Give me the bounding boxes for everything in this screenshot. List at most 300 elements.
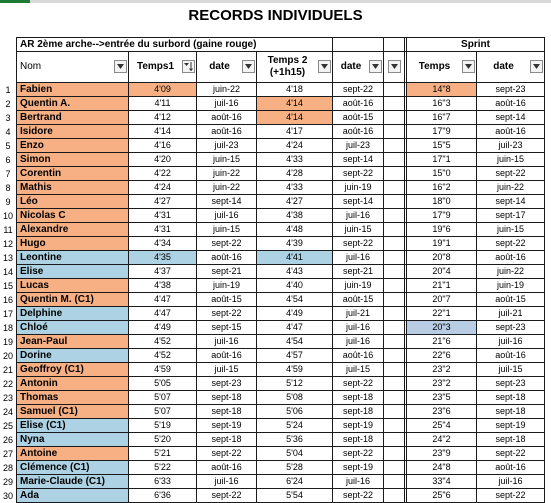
sprint-time-cell[interactable]: 22"1 bbox=[407, 307, 477, 321]
table-row bbox=[17, 195, 545, 209]
date1-cell[interactable]: août-15 bbox=[197, 293, 257, 307]
date2-cell[interactable]: juin-19 bbox=[333, 181, 384, 195]
temps2-cell[interactable]: 4'14 bbox=[257, 97, 333, 111]
header-date3[interactable] bbox=[477, 52, 545, 83]
name-cell[interactable]: Thomas bbox=[17, 391, 129, 405]
empty-cell[interactable] bbox=[384, 321, 405, 335]
filter-dropdown-icon[interactable] bbox=[369, 60, 382, 73]
name-cell[interactable]: Elise bbox=[17, 265, 129, 279]
temps1-cell[interactable]: 4'14 bbox=[129, 125, 197, 139]
sprint-date-cell[interactable]: août-16 bbox=[477, 97, 545, 111]
sprint-date-cell[interactable]: août-15 bbox=[477, 293, 545, 307]
temps2-cell[interactable]: 4'33 bbox=[257, 181, 333, 195]
date1-cell[interactable]: juin-15 bbox=[197, 223, 257, 237]
date2-cell[interactable]: sept-14 bbox=[333, 195, 384, 209]
sprint-date-cell[interactable]: juil-23 bbox=[477, 139, 545, 153]
temps1-cell[interactable]: 4'11 bbox=[129, 97, 197, 111]
header-temps[interactable] bbox=[407, 52, 477, 83]
row-number: 13 bbox=[2, 252, 13, 263]
row-number: 12 bbox=[2, 238, 13, 249]
name-cell[interactable]: Antonin bbox=[17, 377, 129, 391]
sprint-date-cell[interactable]: sept-18 bbox=[477, 405, 545, 419]
temps2-cell[interactable]: 4'47 bbox=[257, 321, 333, 335]
sprint-time-cell[interactable]: 19"6 bbox=[407, 223, 477, 237]
temps2-cell[interactable]: 5'54 bbox=[257, 489, 333, 503]
section-ar-empty[interactable] bbox=[333, 38, 384, 52]
date1-cell[interactable]: juin-22 bbox=[197, 181, 257, 195]
sprint-time-cell[interactable]: 22"6 bbox=[407, 349, 477, 363]
name-cell[interactable]: Clémence (C1) bbox=[17, 461, 129, 475]
sprint-date-cell[interactable]: juil-21 bbox=[477, 307, 545, 321]
name-cell[interactable]: Quentin M. (C1) bbox=[17, 293, 129, 307]
empty-cell[interactable] bbox=[384, 139, 405, 153]
date1-cell[interactable]: sept-22 bbox=[197, 307, 257, 321]
name-cell[interactable]: Enzo bbox=[17, 139, 129, 153]
date1-cell[interactable]: juin-22 bbox=[197, 83, 257, 97]
date2-cell[interactable]: juil-16 bbox=[333, 209, 384, 223]
row-number: 17 bbox=[2, 308, 13, 319]
table-row bbox=[17, 265, 545, 279]
sprint-time-cell[interactable]: 18"0 bbox=[407, 195, 477, 209]
row-number: 24 bbox=[2, 406, 13, 417]
sprint-time-cell[interactable]: 14"8 bbox=[407, 83, 477, 97]
date1-cell[interactable]: juil-15 bbox=[197, 363, 257, 377]
sprint-date-cell[interactable]: juin-22 bbox=[477, 265, 545, 279]
row-number: 29 bbox=[2, 476, 13, 487]
name-cell[interactable]: Dorine bbox=[17, 349, 129, 363]
date2-cell[interactable]: sept-18 bbox=[333, 405, 384, 419]
temps2-cell[interactable]: 4'27 bbox=[257, 195, 333, 209]
temps1-cell[interactable]: 4'35 bbox=[129, 251, 197, 265]
date2-cell[interactable]: août-16 bbox=[333, 97, 384, 111]
sprint-date-cell[interactable]: sept-18 bbox=[477, 433, 545, 447]
sprint-date-cell[interactable]: sept-14 bbox=[477, 195, 545, 209]
sprint-date-cell[interactable]: août-16 bbox=[477, 461, 545, 475]
table-row bbox=[17, 97, 545, 111]
name-cell[interactable]: Quentin A. bbox=[17, 97, 129, 111]
date1-cell[interactable]: août-16 bbox=[197, 111, 257, 125]
temps1-cell[interactable]: 6'36 bbox=[129, 489, 197, 503]
table-row bbox=[17, 419, 545, 433]
table-row bbox=[17, 223, 545, 237]
sprint-date-cell[interactable]: sept-22 bbox=[477, 447, 545, 461]
sprint-time-cell[interactable]: 17"9 bbox=[407, 125, 477, 139]
header-nom-label: Nom bbox=[20, 61, 42, 72]
sprint-date-cell[interactable]: juin-15 bbox=[477, 153, 545, 167]
sprint-time-cell[interactable]: 17"9 bbox=[407, 209, 477, 223]
empty-cell[interactable] bbox=[384, 293, 405, 307]
sprint-date-cell[interactable]: sept-22 bbox=[477, 237, 545, 251]
date2-cell[interactable]: juil-15 bbox=[333, 363, 384, 377]
temps2-cell[interactable]: 4'38 bbox=[257, 209, 333, 223]
sprint-time-cell[interactable]: 16"2 bbox=[407, 181, 477, 195]
sprint-time-cell[interactable]: 23"9 bbox=[407, 447, 477, 461]
empty-cell[interactable] bbox=[384, 391, 405, 405]
temps1-cell[interactable]: 4'34 bbox=[129, 237, 197, 251]
date2-cell[interactable]: juil-16 bbox=[333, 475, 384, 489]
empty-cell[interactable] bbox=[384, 405, 405, 419]
sprint-time-cell[interactable]: 24"8 bbox=[407, 461, 477, 475]
date1-cell[interactable]: sept-22 bbox=[197, 447, 257, 461]
date2-cell[interactable]: sept-14 bbox=[333, 153, 384, 167]
table-row bbox=[17, 307, 545, 321]
date1-cell[interactable]: sept-22 bbox=[197, 237, 257, 251]
temps2-cell[interactable]: 6'24 bbox=[257, 475, 333, 489]
temps2-cell[interactable]: 4'43 bbox=[257, 265, 333, 279]
sprint-time-cell[interactable]: 21"1 bbox=[407, 279, 477, 293]
section-gap-cell[interactable] bbox=[384, 38, 405, 52]
sprint-date-cell[interactable]: août-16 bbox=[477, 349, 545, 363]
sprint-time-cell[interactable]: 17"1 bbox=[407, 153, 477, 167]
sprint-date-cell[interactable]: juin-22 bbox=[477, 181, 545, 195]
row-number: 14 bbox=[2, 266, 13, 277]
date2-cell[interactable]: juil-16 bbox=[333, 335, 384, 349]
empty-cell[interactable] bbox=[384, 461, 405, 475]
temps1-cell[interactable]: 5'21 bbox=[129, 447, 197, 461]
sprint-time-cell[interactable]: 16"3 bbox=[407, 97, 477, 111]
temps2-cell[interactable]: 4'41 bbox=[257, 251, 333, 265]
date1-cell[interactable]: juil-16 bbox=[197, 475, 257, 489]
date2-cell[interactable]: sept-22 bbox=[333, 237, 384, 251]
table-row bbox=[17, 293, 545, 307]
date1-cell[interactable]: sept-14 bbox=[197, 195, 257, 209]
sprint-time-cell[interactable]: 23"2 bbox=[407, 377, 477, 391]
temps1-cell[interactable]: 4'31 bbox=[129, 209, 197, 223]
temps1-cell[interactable]: 4'20 bbox=[129, 153, 197, 167]
temps2-cell[interactable]: 4'54 bbox=[257, 293, 333, 307]
filter-dropdown-icon[interactable] bbox=[530, 60, 543, 73]
date1-cell[interactable]: sept-15 bbox=[197, 321, 257, 335]
date2-cell[interactable]: sept-22 bbox=[333, 489, 384, 503]
name-cell[interactable]: Corentin bbox=[17, 167, 129, 181]
date1-cell[interactable]: août-16 bbox=[197, 349, 257, 363]
header-date2[interactable] bbox=[333, 52, 384, 83]
filter-dropdown-icon[interactable] bbox=[242, 60, 255, 73]
temps1-cell[interactable]: 5'07 bbox=[129, 405, 197, 419]
date2-cell[interactable]: sept-22 bbox=[333, 167, 384, 181]
date2-cell[interactable]: sept-22 bbox=[333, 83, 384, 97]
empty-cell[interactable] bbox=[384, 195, 405, 209]
name-cell[interactable]: Marie-Claude (C1) bbox=[17, 475, 129, 489]
temps1-cell[interactable]: 6'33 bbox=[129, 475, 197, 489]
row-number: 16 bbox=[2, 294, 13, 305]
name-cell[interactable]: Mathis bbox=[17, 181, 129, 195]
temps2-cell[interactable]: 5'04 bbox=[257, 447, 333, 461]
empty-cell[interactable] bbox=[384, 419, 405, 433]
header-temps2-label: Temps 2 (+1h15) bbox=[267, 55, 308, 78]
table-row bbox=[17, 139, 545, 153]
name-cell[interactable]: Jean-Paul bbox=[17, 335, 129, 349]
row-number: 25 bbox=[2, 420, 13, 431]
temps1-cell[interactable]: 4'47 bbox=[129, 307, 197, 321]
temps1-cell[interactable]: 5'19 bbox=[129, 419, 197, 433]
header-extra[interactable] bbox=[384, 52, 405, 83]
date2-cell[interactable]: sept-22 bbox=[333, 447, 384, 461]
temps2-cell[interactable]: 5'12 bbox=[257, 377, 333, 391]
date2-cell[interactable]: août-15 bbox=[333, 293, 384, 307]
temps1-cell[interactable]: 5'20 bbox=[129, 433, 197, 447]
date1-cell[interactable]: juil-16 bbox=[197, 209, 257, 223]
sprint-time-cell[interactable]: 20"8 bbox=[407, 251, 477, 265]
temps2-cell[interactable]: 4'39 bbox=[257, 237, 333, 251]
sprint-time-cell[interactable]: 20"7 bbox=[407, 293, 477, 307]
table-row bbox=[17, 391, 545, 405]
records-table bbox=[16, 37, 545, 503]
sprint-date-cell[interactable]: sept-14 bbox=[477, 111, 545, 125]
sprint-date-cell[interactable]: sept-23 bbox=[477, 83, 545, 97]
sprint-date-cell[interactable]: juil-16 bbox=[477, 335, 545, 349]
sprint-time-cell[interactable]: 20"3 bbox=[407, 321, 477, 335]
date1-cell[interactable]: juin-19 bbox=[197, 279, 257, 293]
header-date1[interactable] bbox=[197, 52, 257, 83]
empty-cell[interactable] bbox=[384, 433, 405, 447]
header-date2-label: date bbox=[340, 61, 362, 72]
sprint-date-cell[interactable]: août-16 bbox=[477, 125, 545, 139]
temps1-cell[interactable]: 4'16 bbox=[129, 139, 197, 153]
date1-cell[interactable]: sept-23 bbox=[197, 377, 257, 391]
table-row bbox=[17, 167, 545, 181]
empty-cell[interactable] bbox=[384, 125, 405, 139]
empty-cell[interactable] bbox=[384, 265, 405, 279]
temps1-cell[interactable]: 4'31 bbox=[129, 223, 197, 237]
filter-dropdown-icon[interactable] bbox=[388, 60, 401, 73]
date1-cell[interactable]: juil-16 bbox=[197, 335, 257, 349]
temps1-cell[interactable]: 5'07 bbox=[129, 391, 197, 405]
temps1-cell[interactable]: 5'22 bbox=[129, 461, 197, 475]
section-ar-label[interactable]: AR 2ème arche-->entrée du surbord (gaine rouge) bbox=[17, 38, 333, 52]
empty-cell[interactable] bbox=[384, 153, 405, 167]
temps2-cell[interactable]: 5'36 bbox=[257, 433, 333, 447]
row-number: 11 bbox=[3, 224, 13, 235]
filter-dropdown-icon[interactable] bbox=[462, 60, 475, 73]
table-row bbox=[17, 209, 545, 223]
sprint-date-cell[interactable]: juil-16 bbox=[477, 475, 545, 489]
sprint-time-cell[interactable]: 16"7 bbox=[407, 111, 477, 125]
sprint-date-cell[interactable]: sept-23 bbox=[477, 377, 545, 391]
name-cell[interactable]: Simon bbox=[17, 153, 129, 167]
date1-cell[interactable]: juin-15 bbox=[197, 153, 257, 167]
date1-cell[interactable]: sept-18 bbox=[197, 405, 257, 419]
empty-cell[interactable] bbox=[384, 335, 405, 349]
sprint-date-cell[interactable]: sept-18 bbox=[477, 391, 545, 405]
date1-cell[interactable]: sept-18 bbox=[197, 433, 257, 447]
sprint-time-cell[interactable]: 20"4 bbox=[407, 265, 477, 279]
name-cell[interactable]: Fabien bbox=[17, 83, 129, 97]
name-cell[interactable]: Alexandre bbox=[17, 223, 129, 237]
date2-cell[interactable]: sept-19 bbox=[333, 461, 384, 475]
sprint-time-cell[interactable]: 21"6 bbox=[407, 335, 477, 349]
date2-cell[interactable]: juil-16 bbox=[333, 321, 384, 335]
sprint-time-cell[interactable]: 25"4 bbox=[407, 419, 477, 433]
temps2-cell[interactable]: 4'28 bbox=[257, 167, 333, 181]
temps2-cell[interactable]: 4'57 bbox=[257, 349, 333, 363]
date1-cell[interactable]: août-16 bbox=[197, 125, 257, 139]
temps1-cell[interactable]: 4'24 bbox=[129, 181, 197, 195]
name-cell[interactable]: Delphine bbox=[17, 307, 129, 321]
sprint-time-cell[interactable]: 19"1 bbox=[407, 237, 477, 251]
temps2-cell[interactable]: 4'33 bbox=[257, 153, 333, 167]
empty-cell[interactable] bbox=[384, 447, 405, 461]
table-row bbox=[17, 405, 545, 419]
date2-cell[interactable]: juil-21 bbox=[333, 307, 384, 321]
temps2-cell[interactable]: 5'28 bbox=[257, 461, 333, 475]
filter-dropdown-icon[interactable] bbox=[318, 60, 331, 73]
empty-cell[interactable] bbox=[384, 489, 405, 503]
row-number: 3 bbox=[5, 112, 11, 123]
temps1-cell[interactable]: 4'52 bbox=[129, 335, 197, 349]
table-row bbox=[17, 83, 545, 97]
name-cell[interactable]: Nyna bbox=[17, 433, 129, 447]
temps2-cell[interactable]: 4'49 bbox=[257, 307, 333, 321]
temps1-cell[interactable]: 4'22 bbox=[129, 167, 197, 181]
empty-cell[interactable] bbox=[384, 237, 405, 251]
name-cell[interactable]: Nicolas C bbox=[17, 209, 129, 223]
date2-cell[interactable]: sept-21 bbox=[333, 265, 384, 279]
temps2-cell[interactable]: 5'24 bbox=[257, 419, 333, 433]
table-row bbox=[17, 377, 545, 391]
sprint-time-cell[interactable]: 15"5 bbox=[407, 139, 477, 153]
row-number: 23 bbox=[2, 392, 13, 403]
name-cell[interactable]: Lucas bbox=[17, 279, 129, 293]
sprint-time-cell[interactable]: 25"6 bbox=[407, 489, 477, 503]
name-cell[interactable]: Geoffroy (C1) bbox=[17, 363, 129, 377]
section-header-row bbox=[17, 38, 545, 52]
sprint-date-cell[interactable]: sept-22 bbox=[477, 489, 545, 503]
temps2-cell[interactable]: 4'48 bbox=[257, 223, 333, 237]
name-cell[interactable]: Léo bbox=[17, 195, 129, 209]
sprint-date-cell[interactable]: juil-15 bbox=[477, 363, 545, 377]
temps1-cell[interactable]: 4'38 bbox=[129, 279, 197, 293]
empty-cell[interactable] bbox=[384, 111, 405, 125]
name-cell[interactable]: Antoine bbox=[17, 447, 129, 461]
temps2-cell[interactable]: 4'17 bbox=[257, 125, 333, 139]
empty-cell[interactable] bbox=[384, 349, 405, 363]
date2-cell[interactable]: août-16 bbox=[333, 349, 384, 363]
temps2-cell[interactable]: 4'54 bbox=[257, 335, 333, 349]
temps1-cell[interactable]: 4'12 bbox=[129, 111, 197, 125]
name-cell[interactable]: Leontine bbox=[17, 251, 129, 265]
empty-cell[interactable] bbox=[384, 377, 405, 391]
header-date3-label: date bbox=[493, 61, 514, 72]
header-temps1[interactable] bbox=[129, 52, 197, 83]
name-cell[interactable]: Elise (C1) bbox=[17, 419, 129, 433]
sprint-time-cell[interactable]: 15"0 bbox=[407, 167, 477, 181]
temps2-cell[interactable]: 4'24 bbox=[257, 139, 333, 153]
sprint-date-cell[interactable]: sept-17 bbox=[477, 209, 545, 223]
row-number: 6 bbox=[5, 154, 11, 165]
date1-cell[interactable]: juin-22 bbox=[197, 167, 257, 181]
sprint-date-cell[interactable]: sept-22 bbox=[477, 167, 545, 181]
sprint-time-cell[interactable]: 33"4 bbox=[407, 475, 477, 489]
sprint-time-cell[interactable]: 24"2 bbox=[407, 433, 477, 447]
temps1-cell[interactable]: 4'47 bbox=[129, 293, 197, 307]
date2-cell[interactable]: sept-22 bbox=[333, 377, 384, 391]
date2-cell[interactable]: juin-15 bbox=[333, 223, 384, 237]
temps1-cell[interactable]: 4'09 bbox=[129, 83, 197, 97]
empty-cell[interactable] bbox=[384, 83, 405, 97]
temps1-cell[interactable]: 4'37 bbox=[129, 265, 197, 279]
sprint-date-cell[interactable]: juin-15 bbox=[477, 223, 545, 237]
date1-cell[interactable]: août-16 bbox=[197, 461, 257, 475]
temps1-cell[interactable]: 4'52 bbox=[129, 349, 197, 363]
empty-cell[interactable] bbox=[384, 167, 405, 181]
row-number: 21 bbox=[2, 364, 13, 375]
temps1-cell[interactable]: 5'05 bbox=[129, 377, 197, 391]
name-cell[interactable]: Hugo bbox=[17, 237, 129, 251]
row-number: 28 bbox=[2, 462, 13, 473]
sprint-date-cell[interactable]: juin-19 bbox=[477, 279, 545, 293]
empty-cell[interactable] bbox=[384, 251, 405, 265]
date1-cell[interactable]: sept-18 bbox=[197, 391, 257, 405]
date2-cell[interactable]: juin-19 bbox=[333, 279, 384, 293]
empty-cell[interactable] bbox=[384, 307, 405, 321]
header-nom[interactable] bbox=[17, 52, 129, 83]
table-row bbox=[17, 111, 545, 125]
date1-cell[interactable]: sept-19 bbox=[197, 419, 257, 433]
name-cell[interactable]: Samuel (C1) bbox=[17, 405, 129, 419]
empty-cell[interactable] bbox=[384, 97, 405, 111]
empty-cell[interactable] bbox=[384, 279, 405, 293]
table-row bbox=[17, 489, 545, 503]
date2-cell[interactable]: sept-19 bbox=[333, 419, 384, 433]
temps2-cell[interactable]: 4'59 bbox=[257, 363, 333, 377]
sprint-date-cell[interactable]: sept-19 bbox=[477, 419, 545, 433]
temps1-cell[interactable]: 4'59 bbox=[129, 363, 197, 377]
temps2-cell[interactable]: 4'14 bbox=[257, 111, 333, 125]
table-row bbox=[17, 125, 545, 139]
filter-dropdown-icon[interactable] bbox=[114, 60, 127, 73]
date2-cell[interactable]: juil-16 bbox=[333, 251, 384, 265]
temps2-cell[interactable]: 4'18 bbox=[257, 83, 333, 97]
date1-cell[interactable]: juil-16 bbox=[197, 97, 257, 111]
date2-cell[interactable]: sept-18 bbox=[333, 433, 384, 447]
temps2-cell[interactable]: 4'40 bbox=[257, 279, 333, 293]
name-cell[interactable]: Isidore bbox=[17, 125, 129, 139]
temps1-cell[interactable]: 4'49 bbox=[129, 321, 197, 335]
name-cell[interactable]: Ada bbox=[17, 489, 129, 503]
empty-cell[interactable] bbox=[384, 181, 405, 195]
date1-cell[interactable]: juil-23 bbox=[197, 139, 257, 153]
header-temps2[interactable] bbox=[257, 52, 333, 83]
date2-cell[interactable]: juil-23 bbox=[333, 139, 384, 153]
temps1-cell[interactable]: 4'27 bbox=[129, 195, 197, 209]
date2-cell[interactable]: sept-18 bbox=[333, 391, 384, 405]
header-temps-label: Temps bbox=[418, 61, 451, 72]
sprint-date-cell[interactable]: août-16 bbox=[477, 251, 545, 265]
sprint-time-cell[interactable]: 23"6 bbox=[407, 405, 477, 419]
empty-cell[interactable] bbox=[384, 363, 405, 377]
empty-cell[interactable] bbox=[384, 223, 405, 237]
date1-cell[interactable]: sept-21 bbox=[197, 265, 257, 279]
date1-cell[interactable]: août-16 bbox=[197, 251, 257, 265]
sprint-date-cell[interactable]: sept-23 bbox=[477, 321, 545, 335]
name-cell[interactable]: Bertrand bbox=[17, 111, 129, 125]
section-sprint-label[interactable]: Sprint bbox=[407, 38, 545, 52]
temps2-cell[interactable]: 5'08 bbox=[257, 391, 333, 405]
sort-filter-icon[interactable] bbox=[182, 60, 195, 73]
table-row bbox=[17, 237, 545, 251]
sprint-time-cell[interactable]: 23"2 bbox=[407, 363, 477, 377]
empty-cell[interactable] bbox=[384, 475, 405, 489]
name-cell[interactable]: Chloé bbox=[17, 321, 129, 335]
empty-cell[interactable] bbox=[384, 209, 405, 223]
date1-cell[interactable]: sept-22 bbox=[197, 489, 257, 503]
sprint-time-cell[interactable]: 23"5 bbox=[407, 391, 477, 405]
date2-cell[interactable]: août-16 bbox=[333, 125, 384, 139]
date2-cell[interactable]: août-15 bbox=[333, 111, 384, 125]
row-number: 9 bbox=[5, 196, 11, 207]
temps2-cell[interactable]: 5'06 bbox=[257, 405, 333, 419]
